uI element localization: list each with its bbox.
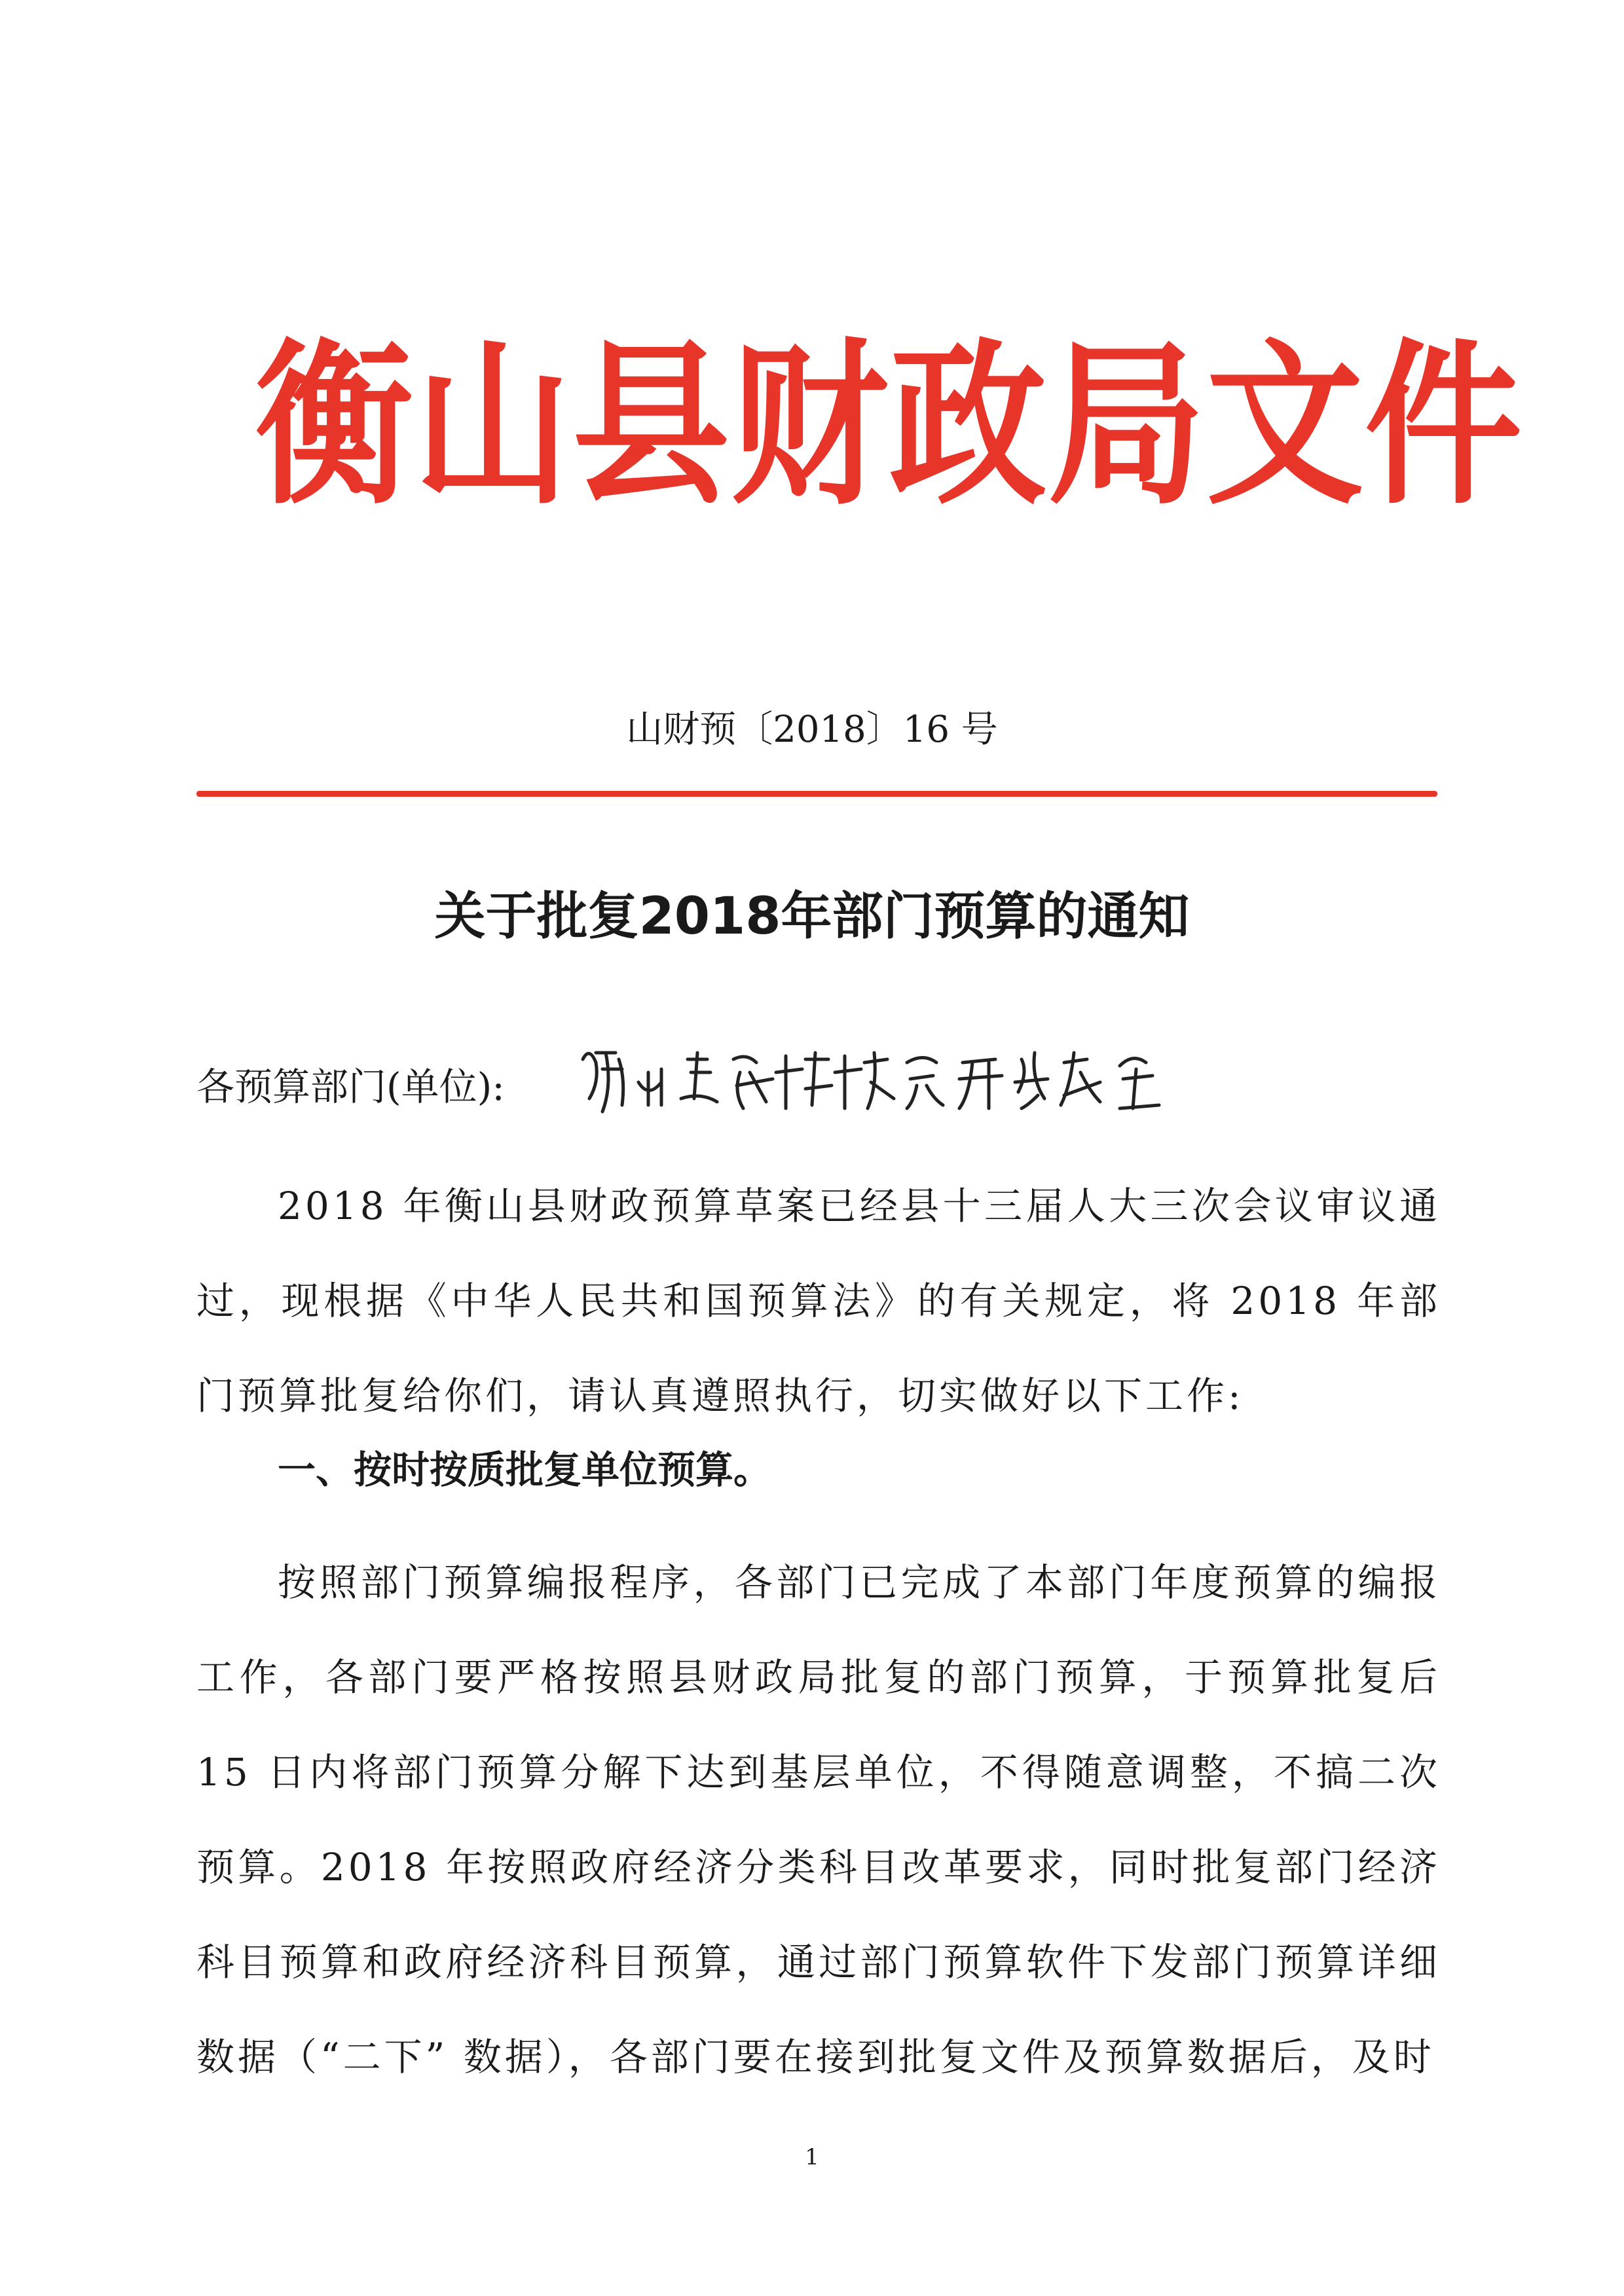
handwritten-addressee xyxy=(576,1033,1179,1125)
salutation: 各预算部门(单位): xyxy=(196,1065,505,1109)
document-number: 山财预〔2018〕16 号 xyxy=(626,708,998,751)
handwriting-scribble-icon xyxy=(576,1033,1179,1125)
red-divider-line xyxy=(196,791,1437,797)
document-title: 关于批复2018年部门预算的通知 xyxy=(434,887,1190,946)
paragraph-section-1: 按照部门预算编报程序，各部门已完成了本部门年度预算的编报工作，各部门要严格按照县财政局批复的部门预算，于预算批复后 15 日内将部门预算分解下达到基层单位，不得随意调整，不搞二次预算。2018 年按照政府经济分类科目改革要求，同时批复部门经济科目预算和政府经济科目预算，通过部门预算软件下发部门预算详细数据（“二下” 数据），各部门要在接到批复文件及预算数据后，及时 xyxy=(196,1560,1441,2079)
masthead-title: 衡山县财政局文件 xyxy=(255,321,1524,529)
section-heading-1: 一、按时按质批复单位预算。 xyxy=(278,1448,772,1492)
paragraph-intro: 2018 年衡山县财政预算草案已经县十三届人大三次会议审议通过，现根据《中华人民共和国预算法》的有关规定，将 2018 年部门预算批复给你们，请认真遵照执行，切实做好以下工作: xyxy=(196,1184,1441,1418)
page-number: 1 xyxy=(805,2144,819,2170)
